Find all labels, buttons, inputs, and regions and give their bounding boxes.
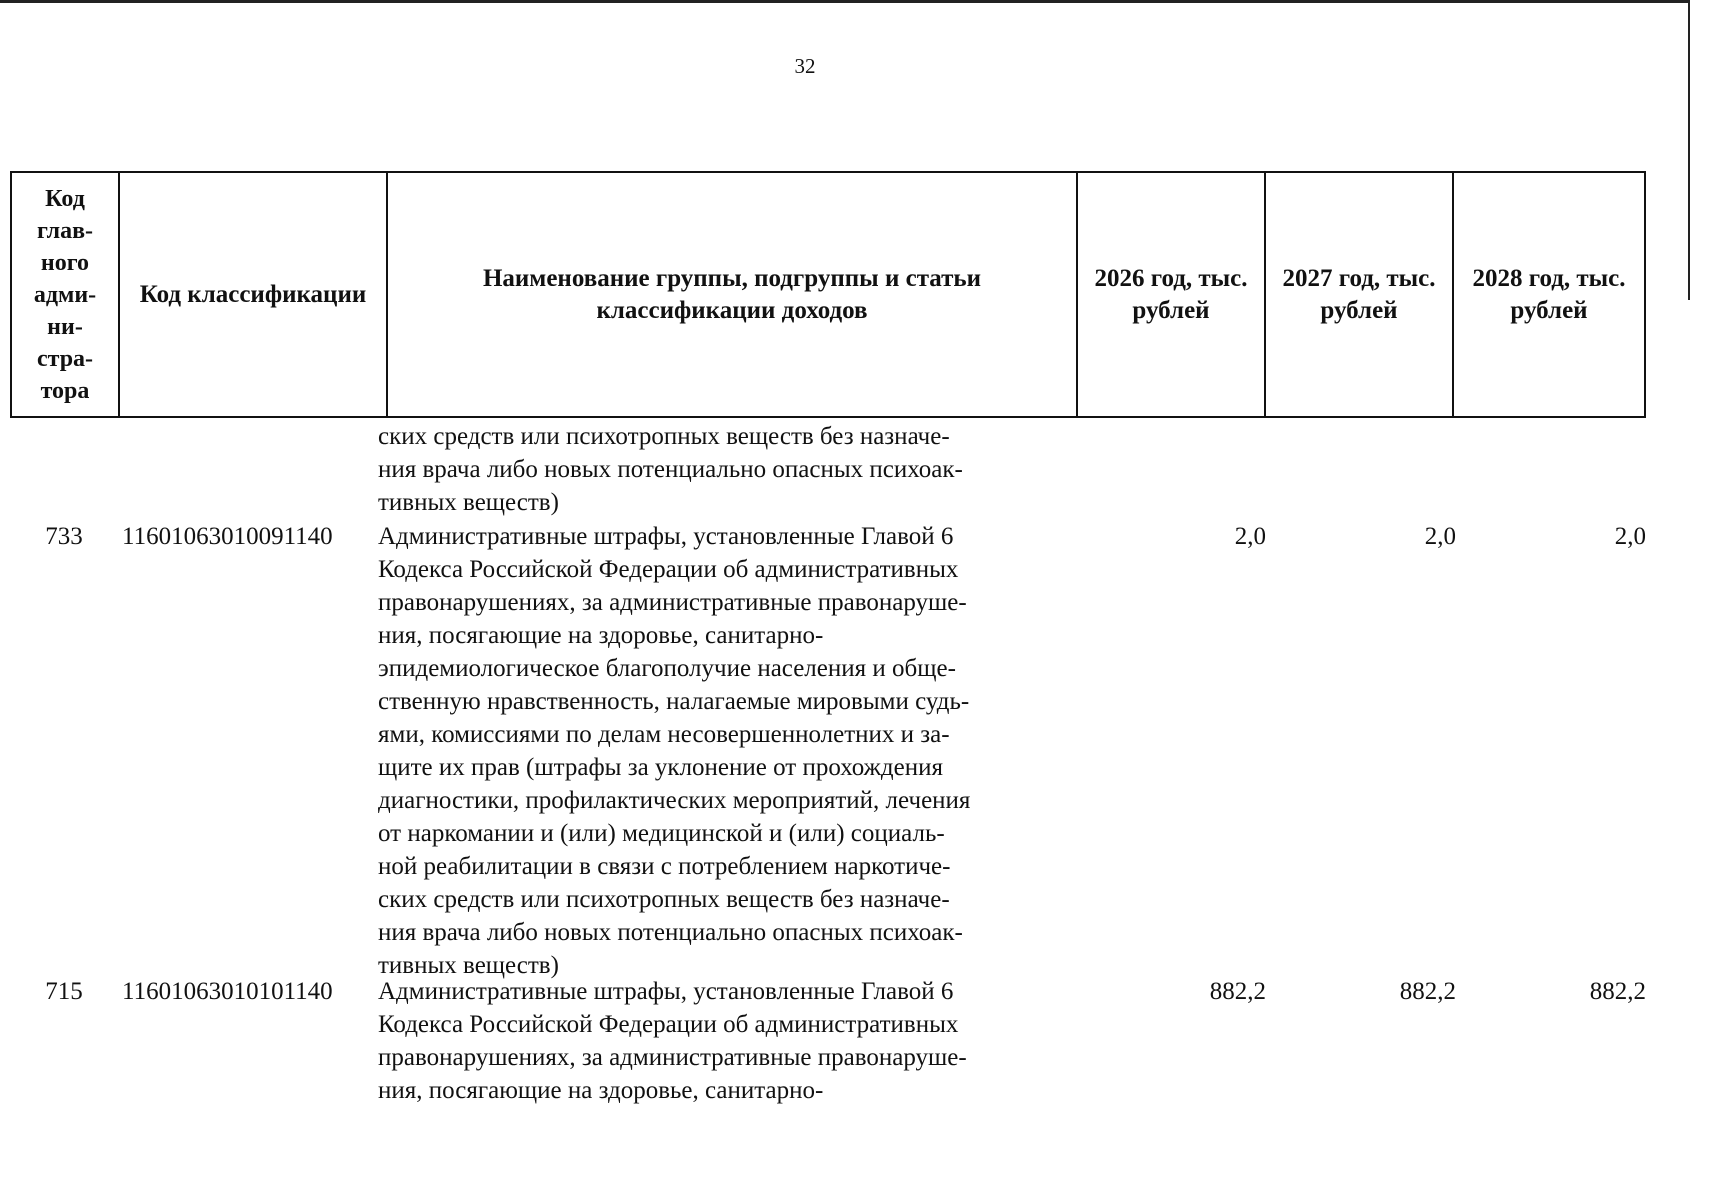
row-description-line: ния, посягающие на здоровье, санитарно-	[378, 1077, 824, 1104]
row-admin-code: 733	[45, 523, 83, 550]
header-name	[387, 172, 1077, 417]
row-description-line: эпидемиологическое благополучие населения и обще-	[378, 655, 956, 682]
row-admin-code: 715	[45, 978, 83, 1005]
header-2027-label: 2027 год, тыс. рублей	[1282, 264, 1436, 324]
row-description-line: ственную нравственность, налагаемые мировыми судь-	[378, 688, 970, 715]
row-value-2026: 882,2	[1209, 978, 1266, 1005]
row-value-2026: 2,0	[1234, 523, 1266, 550]
row-description-line: Административные штрафы, установленные Главой 6	[378, 523, 954, 550]
page-number: 32	[794, 54, 816, 78]
header-admin-code	[11, 172, 119, 417]
continuation-line: ских средств или психотропных веществ без назначе-	[378, 423, 950, 450]
row-description-line: ния, посягающие на здоровье, санитарно-	[378, 622, 824, 649]
table-header	[10, 171, 1646, 418]
row-description-line: ями, комиссиями по делам несовершеннолетних и за-	[378, 721, 950, 748]
row-description-line: тивных веществ)	[378, 952, 559, 979]
row-description-line: ских средств или психотропных веществ без назначе-	[378, 886, 950, 913]
header-2027	[1265, 172, 1453, 417]
row-description-line: Кодекса Российской Федерации об административных	[378, 1011, 959, 1038]
header-2026	[1077, 172, 1265, 417]
row-classification-code: 11601063010101140	[122, 978, 333, 1005]
header-admin-code-label: Код глав- ного адми- ни- стра- тора	[33, 185, 97, 404]
row-value-2028: 2,0	[1614, 523, 1646, 550]
header-name-label: Наименование группы, подгруппы и статьи классификации доходов	[482, 264, 982, 324]
row-value-2027: 2,0	[1424, 523, 1456, 550]
row-value-2027: 882,2	[1399, 978, 1456, 1005]
row-description-line: от наркомании и (или) медицинской и (или) социаль-	[378, 820, 945, 847]
continuation-line: ния врача либо новых потенциально опасных психоак-	[378, 456, 963, 483]
continuation-line: тивных веществ)	[378, 489, 559, 516]
row-description-line: Кодекса Российской Федерации об административных	[378, 556, 959, 583]
header-classification-code-label: Код классификации	[139, 280, 367, 308]
row-description-line: ной реабилитации в связи с потреблением наркотиче-	[378, 853, 951, 880]
row-description-line: Административные штрафы, установленные Главой 6	[378, 978, 954, 1005]
header-2026-label: 2026 год, тыс. рублей	[1094, 264, 1248, 324]
top-border-line	[0, 0, 1690, 3]
right-border-line	[1688, 0, 1690, 300]
header-2028	[1453, 172, 1645, 417]
row-value-2028: 882,2	[1589, 978, 1646, 1005]
header-2028-label: 2028 год, тыс. рублей	[1472, 264, 1626, 324]
header-classification-code	[119, 172, 387, 417]
row-description-line: правонарушениях, за административные правонаруше-	[378, 589, 967, 616]
row-description-line: диагностики, профилактических мероприятий, лечения	[378, 787, 971, 814]
row-classification-code: 11601063010091140	[122, 523, 333, 550]
row-description-line: правонарушениях, за административные правонаруше-	[378, 1044, 967, 1071]
row-description-line: щите их прав (штрафы за уклонение от прохождения	[378, 754, 944, 781]
row-description-line: ния врача либо новых потенциально опасных психоак-	[378, 919, 963, 946]
